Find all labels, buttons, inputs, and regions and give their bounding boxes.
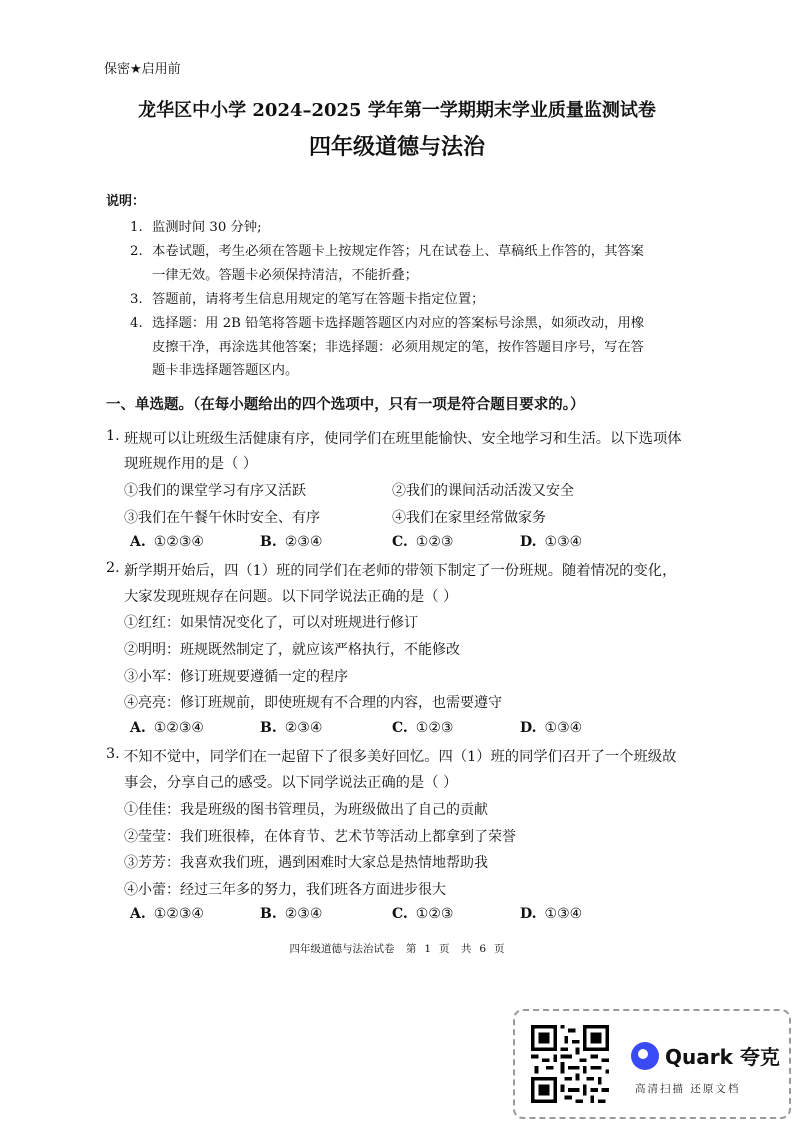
statement-option: ④亮亮：修订班规前，即使班规有不合理的内容，也需要遵守 — [124, 695, 502, 711]
answer-choice-b[interactable]: B. ②③④ — [260, 906, 323, 922]
instructions-heading: 说明： — [106, 194, 146, 209]
footer-page-prefix: 第 — [405, 943, 417, 955]
footer-total-number: 6 — [479, 943, 487, 955]
statement-option: ②我们的课间活动活泼又安全 — [392, 483, 574, 499]
qr-code-icon[interactable] — [531, 1025, 609, 1103]
question-stem: 现班规作用的是（ ） — [124, 456, 258, 472]
question-stem: 事会，分享自己的感受。以下同学说法正确的是（ ） — [124, 775, 458, 791]
exam-title: 龙华区中小学 2024–2025 学年第一学期期末学业质量监测试卷 — [138, 100, 656, 121]
answer-choice-d[interactable]: D. ①③④ — [520, 534, 583, 550]
exam-subject: 四年级道德与法治 — [308, 134, 485, 160]
instruction-item: 2. 本卷试题，考生必须在答题卡上按规定作答；凡在试卷上、草稿纸上作答的，其答案 — [130, 244, 644, 259]
quark-scan-badge[interactable] — [513, 1009, 791, 1119]
quark-logo — [631, 1041, 780, 1070]
answer-choice-a[interactable]: A. ①②③④ — [130, 720, 204, 736]
quark-tagline: 高清扫描 还原文档 — [635, 1083, 741, 1095]
quark-brand: Quark 夸克 — [665, 1045, 780, 1069]
answer-choice-a[interactable]: A. ①②③④ — [130, 534, 204, 550]
section-heading: 一、单选题。（在每小题给出的四个选项中，只有一项是符合题目要求的。） — [106, 397, 585, 413]
question-number: 1. — [106, 428, 120, 444]
answer-choice-b[interactable]: B. ②③④ — [260, 720, 323, 736]
instruction-item: 3. 答题前，请将考生信息用规定的笔写在答题卡指定位置； — [130, 292, 485, 307]
page-footer — [0, 941, 794, 956]
confidential-label: 保密★启用前 — [104, 62, 181, 77]
statement-option: ②明明：班规既然制定了，就应该严格执行，不能修改 — [124, 642, 460, 658]
question-stem: 大家发现班规存在问题。以下同学说法正确的是（ ） — [124, 589, 458, 605]
statement-option: ①红红：如果情况变化了，可以对班规进行修订 — [124, 615, 418, 631]
statement-option: ③小军：修订班规要遵循一定的程序 — [124, 669, 348, 685]
answer-choice-d[interactable]: D. ①③④ — [520, 906, 583, 922]
instruction-item: 4. 选择题：用 2B 铅笔将答题卡选择题答题区内对应的答案标号涂黑，如须改动，用橡 — [130, 316, 645, 331]
question-stem: 新学期开始后，四（1）班的同学们在老师的带领下制定了一份班规。随着情况的变化， — [124, 563, 677, 579]
footer-subject: 四年级道德与法治试卷 — [289, 943, 395, 955]
question-number: 2. — [106, 560, 120, 576]
instruction-item: 1. 监测时间 30 分钟; — [130, 220, 262, 235]
statement-option: ①佳佳：我是班级的图书管理员，为班级做出了自己的贡献 — [124, 802, 488, 818]
statement-option: ③芳芳：我喜欢我们班，遇到困难时大家总是热情地帮助我 — [124, 855, 488, 871]
statement-option: ②莹莹：我们班很棒，在体育节、艺术节等活动上都拿到了荣誉 — [124, 829, 516, 845]
quark-logo-icon — [631, 1042, 659, 1070]
answer-choice-c[interactable]: C. ①②③ — [392, 906, 454, 922]
instruction-line: 一律无效。答题卡必须保持清洁，不能折叠； — [152, 268, 418, 283]
instruction-line: 题卡非选择题答题区内。 — [152, 363, 299, 378]
footer-total-unit: 页 — [494, 943, 505, 955]
answer-choice-c[interactable]: C. ①②③ — [392, 720, 454, 736]
answer-choice-d[interactable]: D. ①③④ — [520, 720, 583, 736]
question-stem: 班规可以让班级生活健康有序，使同学们在班里能愉快、安全地学习和生活。以下选项体 — [124, 431, 682, 447]
answer-choice-b[interactable]: B. ②③④ — [260, 534, 323, 550]
footer-page-unit: 页 — [439, 943, 450, 955]
statement-option: ①我们的课堂学习有序又活跃 — [124, 483, 306, 499]
statement-option: ③我们在午餐午休时安全、有序 — [124, 510, 320, 526]
statement-option: ④我们在家里经常做家务 — [392, 510, 546, 526]
question-number: 3. — [106, 746, 120, 762]
instruction-line: 皮擦干净，再涂选其他答案；非选择题：必须用规定的笔，按作答题目序号，写在答 — [152, 340, 644, 355]
footer-total-prefix: 共 — [460, 943, 472, 955]
statement-option: ④小蕾：经过三年多的努力，我们班各方面进步很大 — [124, 882, 446, 898]
answer-choice-c[interactable]: C. ①②③ — [392, 534, 454, 550]
answer-choice-a[interactable]: A. ①②③④ — [130, 906, 204, 922]
footer-page-number: 1 — [424, 943, 431, 955]
question-stem: 不知不觉中，同学们在一起留下了很多美好回忆。四（1）班的同学们召开了一个班级故 — [124, 749, 677, 765]
